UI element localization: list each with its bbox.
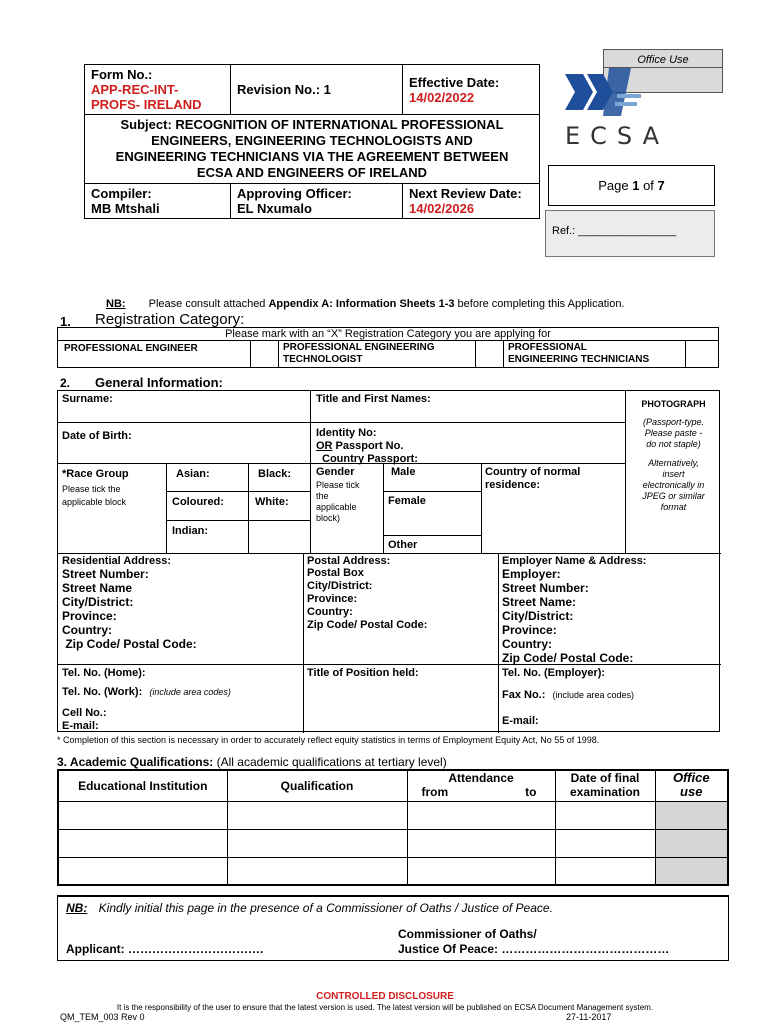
col-attendance-label: Attendance [448,771,514,785]
postal-address-block [307,555,427,632]
res-line-5: Country: [62,623,112,637]
compiler-value: MB Mtshali [91,201,160,216]
race-tick-1: Please tick the [62,484,121,494]
photo-alt-5: format [660,502,687,512]
review-value: 14/02/2026 [409,201,475,216]
email2-label: E-mail: [502,715,539,727]
page-number [548,165,715,206]
tel-employer-label: Tel. No. (Employer): [502,667,606,679]
res-line-4: Province: [62,609,117,623]
dob-label: Date of Birth: [62,430,132,442]
email-label: E-mail: [62,720,99,732]
tel-work-note: (include area codes) [149,687,231,697]
revision-label: Revision No.: 1 [237,82,331,97]
commissioner-line-2: Justice Of Peace: …………………………………… [398,942,670,956]
controlled-disclosure: CONTROLLED DISCLOSURE [316,991,454,1002]
review-label: Next Review Date: [409,186,522,201]
form-no-value-1: APP-REC-INT- [91,82,179,97]
or-label: OR [316,440,333,452]
nb-text-before: Please consult attached [148,298,269,310]
fax-note: (include area codes) [552,690,635,700]
res-line-2: Street Name [62,581,133,595]
form-no-value-2: PROFS- IRELAND [91,97,202,112]
emp-line-6: Country: [502,637,552,651]
photo-alt-2: insert [662,469,685,479]
photo-note-3: do not staple) [646,439,701,449]
postal-line-2: City/District: [307,580,373,592]
gender-tick-4: block) [316,513,341,523]
race-indian-label: Indian: [172,525,209,537]
ecsa-logo-mark-icon [557,60,667,120]
subject-cell [85,115,540,184]
country-residence-1: Country of normal [485,466,581,478]
effective-date-label: Effective Date: [409,74,500,90]
emp-line-1: Employer: [502,567,561,581]
subject-line-2: ENGINEERS, ENGINEERING TECHNOLOGISTS AND [151,133,473,148]
country-residence-2: residence: [485,479,541,491]
table-row [58,801,728,829]
emp-line-3: Street Name: [502,595,577,609]
cell-attendance[interactable] [407,829,555,857]
compiler-label: Compiler: [91,186,152,201]
race-black-label: Black: [258,468,292,480]
col-date-1: Date of final [570,771,640,785]
gender-block [316,466,360,524]
form-no-cell [85,65,231,115]
category-technologist-line2: TECHNOLOGIST [283,354,363,365]
res-line-1: Street Number: [62,567,149,581]
emp-line-2: Street Number: [502,581,589,595]
identity-block [316,427,418,466]
identity-label: Identity No: [316,427,377,439]
gender-other-label: Other [388,539,418,551]
responsibility-note: It is the responsibility of the user to ensure that the latest version is used. The latest version will be published on ECSA Document Management system. [116,1003,654,1012]
tel-work-label: Tel. No. (Work): [62,686,143,698]
cell-label: Cell No.: [62,707,107,719]
cell-date[interactable] [555,829,655,857]
compiler-cell [85,184,231,219]
page-prefix: Page [598,178,633,193]
tel-work-block [62,686,231,698]
race-asian-label: Asian: [176,468,210,480]
country-residence-block [485,466,580,492]
col-attendance [407,770,555,801]
category-technician-line2: ENGINEERING TECHNICIANS [508,354,650,365]
review-cell [403,184,540,219]
ecsa-logo-text: ECSA [565,122,670,150]
bottom-nb-line [66,901,553,915]
bottom-nb-text: Kindly initial this page in the presence of a Commissioner of Oaths / Justice of Peace. [98,901,553,915]
cell-institution[interactable] [58,857,227,885]
page-total: 7 [657,178,665,193]
surname-label: Surname: [62,393,113,405]
approving-cell [231,184,403,219]
col-date [555,770,655,801]
photo-note [626,417,721,450]
table-row [58,829,728,857]
registration-instruction: Please mark with an “X” Registration Category you are applying for [58,328,719,341]
cell-institution[interactable] [58,829,227,857]
postal-line-3: Province: [307,593,358,605]
res-line-3: City/District: [62,595,134,609]
emp-line-4: City/District: [502,609,574,623]
photo-alternative [626,458,721,513]
doc-date: 27-11-2017 [566,1012,612,1022]
subject-line-3: ENGINEERING TECHNICIANS VIA THE AGREEMENT BETWEEN [115,149,509,164]
subject-line-4: ECSA AND ENGINEERS OF IRELAND [196,165,428,180]
cell-qualification[interactable] [227,801,407,829]
gender-female-label: Female [388,495,426,507]
cell-date[interactable] [555,801,655,829]
commissioner-signature[interactable] [398,927,669,957]
cell-qualification[interactable] [227,829,407,857]
tel-home-label: Tel. No. (Home): [62,667,146,679]
res-line-6: Zip Code/ Postal Code: [62,637,197,651]
cell-attendance[interactable] [407,857,555,885]
postal-address-label: Postal Address: [307,555,391,567]
employer-address-label: Employer Name & Address: [502,555,647,567]
fax-label: Fax No.: [502,689,546,701]
commissioner-box [57,895,729,961]
ecsa-logo [557,60,670,155]
race-tick-2: applicable block [62,497,127,507]
nb-label: NB: [106,298,126,310]
postal-line-4: Country: [307,606,353,618]
postal-line-1: Postal Box [307,567,364,579]
section3-title-rest: (All academic qualifications at tertiary level) [213,755,447,769]
cell-office-use [655,857,728,885]
category-technician [504,341,686,368]
effective-date-value: 14/02/2022 [409,89,475,105]
col-institution: Educational Institution [58,770,227,801]
position-label: Title of Position held: [307,667,419,679]
doc-code: QM_TEM_003 Rev 0 [60,1012,145,1022]
gender-tick-2: the [316,491,329,501]
registration-category-table [57,327,719,368]
col-to: to [525,785,537,799]
postal-line-5: Zip Code/ Postal Code: [307,619,428,631]
general-info-form [57,390,720,732]
section1-number: 1. [60,314,71,329]
category-engineer: PROFESSIONAL ENGINEER [58,341,251,368]
approving-value: EL Nxumalo [237,201,312,216]
col-office-1: Office [672,770,710,785]
subject-line-1: Subject: RECOGNITION OF INTERNATIONAL PROFESSIONAL [120,117,504,132]
page-of: of [639,178,658,193]
gender-tick-3: applicable [316,502,357,512]
country-passport-label: Country Passport: [322,453,418,465]
reference-label: Ref.: ________________ [552,225,677,237]
residential-address-label: Residential Address: [62,555,172,567]
cell-institution[interactable] [58,801,227,829]
office-use-label: Office Use [604,54,722,68]
applicant-signature[interactable]: Applicant: ……………………………. [66,942,264,956]
nb-text-after: before completing this Application. [454,298,625,310]
col-office-use [655,770,728,801]
nb-instruction [106,298,625,310]
section3-title-bold: 3. Academic Qualifications: [57,755,214,769]
category-technician-tick[interactable] [686,341,719,368]
page-current: 1 [632,178,640,193]
col-office-2: use [680,784,703,799]
reference-box[interactable] [545,210,715,257]
gender-label: Gender [316,466,355,478]
emp-line-5: Province: [502,623,557,637]
race-coloured-label: Coloured: [172,496,224,508]
photo-note-1: (Passport-type. [642,417,705,427]
emp-line-7: Zip Code/ Postal Code: [502,651,634,665]
photograph-area[interactable] [626,399,721,513]
category-technologist [279,341,476,368]
photo-alt-3: electronically in [642,480,705,490]
nb-appendix: Appendix A: Information Sheets 1-3 [268,298,455,310]
employer-address-block [502,555,646,665]
section2-title: General Information: [95,375,223,390]
cell-qualification[interactable] [227,857,407,885]
race-group-block [62,468,129,509]
photograph-label: PHOTOGRAPH [641,399,706,409]
category-technologist-line1: PROFESSIONAL ENGINEERING [283,342,435,353]
col-date-2: examination [569,785,641,799]
gender-tick-1: Please tick [316,480,360,490]
section1-title: Registration Category: [95,311,245,328]
passport-label: Passport No. [332,440,404,452]
col-from: from [421,785,449,799]
document-header-table [84,64,540,219]
category-technician-line1: PROFESSIONAL [508,342,587,353]
bottom-nb-label: NB: [66,901,88,915]
category-engineer-tick[interactable] [251,341,279,368]
table-row [58,857,728,885]
race-white-label: White: [255,496,289,508]
section3-title [57,755,447,769]
commissioner-line-1: Commissioner of Oaths/ [398,927,537,941]
fax-block [502,689,634,701]
equity-footnote: * Completion of this section is necessary in order to accurately reflect equity statistics in terms of Employment Equity Act, No 55 of 1998. [57,735,600,745]
cell-date[interactable] [555,857,655,885]
qualifications-table [57,769,729,886]
category-technologist-tick[interactable] [476,341,504,368]
cell-office-use [655,801,728,829]
residential-address-block [62,555,197,651]
cell-email-block [62,707,107,733]
revision-cell [231,65,403,115]
cell-office-use [655,829,728,857]
photo-alt-4: JPEG or similar [642,491,705,501]
photo-alt-1: Alternatively, [648,458,699,468]
race-group-label: *Race Group [62,468,129,480]
title-names-label: Title and First Names: [316,393,431,405]
form-no-label: Form No.: [91,67,153,82]
cell-attendance[interactable] [407,801,555,829]
gender-male-label: Male [391,466,416,478]
photo-note-2: Please paste - [644,428,703,438]
approving-label: Approving Officer: [237,186,352,201]
col-qualification: Qualification [227,770,407,801]
section2-number: 2. [60,376,71,390]
effective-date-cell [403,65,540,115]
